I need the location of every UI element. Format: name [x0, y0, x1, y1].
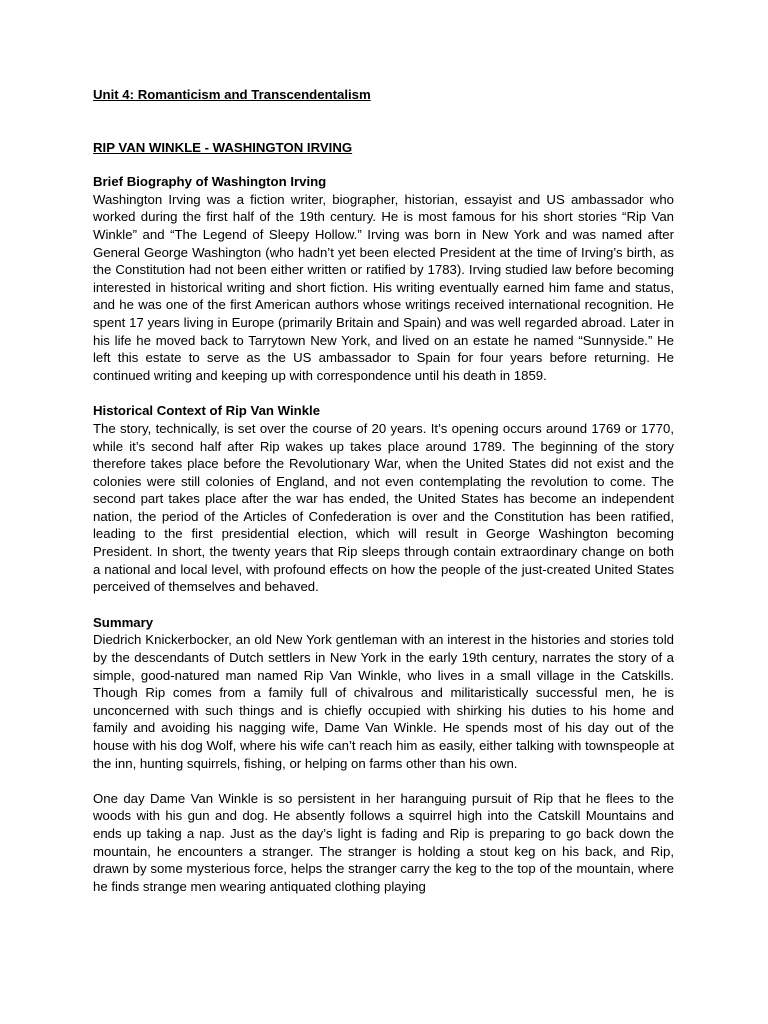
unit-title: Unit 4: Romanticism and Transcendentalism	[93, 87, 371, 102]
section-biography	[93, 173, 674, 384]
document-title: RIP VAN WINKLE - WASHINGTON IRVING	[93, 139, 353, 155]
section-summary	[93, 614, 674, 896]
paragraph: One day Dame Van Winkle is so persistent in her haranguing pursuit of Rip that he flees to the woods with his gun and dog. He absently follows a squirrel high into the Catskill Mountains and ends up taking a nap. Just as the day’s light is fading and Rip is preparing to go back down the mountain, he encounters a stranger. The stranger is holding a stout keg on his back, and Rip, drawn by some mysterious force, helps the stranger carry the keg to the top of the mountain, where he finds strange men wearing antiquated clothing playing	[93, 790, 674, 894]
document-body	[93, 86, 674, 895]
section-heading: Historical Context of Rip Van Winkle	[93, 403, 321, 419]
paragraph: Diedrich Knickerbocker, an old New York gentleman with an interest in the histories and stories told by the descendants of Dutch settlers in New York in the early 19th century, narrates the story of a simple, good-natured man named Rip Van Winkle, who lives in a small village in the Catskills. Though Rip comes from a family full of chivalrous and militaristically successful men, he is unconcerned with such things and is chiefly occupied with shirking his duties to his home and family and avoiding his nagging wife, Dame Van Winkle. He spends most of his day out of the house with his dog Wolf, where his wife can’t reach him as easily, either talking with townspeople at the inn, hunting squirrels, fishing, or helping on farms other than his own.	[93, 632, 674, 771]
section-heading: Brief Biography of Washington Irving	[93, 174, 327, 190]
section-heading: Summary	[93, 614, 154, 630]
paragraph: Washington Irving was a fiction writer, biographer, historian, essayist and US ambassador who worked during the first half of the 19th century. He is most famous for his short stories “Rip Van Winkle” and “The Legend of Sleepy Hollow.” Irving was born in New York and was named after General George Washington (who hadn’t yet been elected President at the time of Irving’s birth, as the Constitution had not been either written or ratified by 1783). Irving studied law before becoming interested in historical writing and short fiction. His writing eventually earned him fame and status, and he was one of the first American authors whose writings received international recognition. He spent 17 years living in Europe (primarily Britain and Spain) and was well regarded abroad. Later in his life he moved back to Tarrytown New York, and lived on an estate he named “Sunnyside.” He left this estate to serve as the US ambassador to Spain for four years before returning. He continued writing and keeping up with correspondence until his death in 1859.	[93, 191, 674, 383]
paragraph: The story, technically, is set over the course of 20 years. It’s opening occurs around 1769 or 1770, while it’s second half after Rip wakes up takes place around 1789. The beginning of the story therefore takes place before the Revolutionary War, when the United States did not exist and the colonies were still colonies of England, and not even contemplating the revolution to come. The second part takes place after the war has ended, the United States has become an independent nation, the period of the Articles of Confederation is over and the Constitution has been ratified, leading to the first presidential election, which will result in George Washington becoming President. In short, the twenty years that Rip sleeps through contain extraordinary change on both a national and local level, with profound effects on how the people of the just-created United States perceived of themselves and behaved.	[93, 420, 674, 595]
section-historical-context	[93, 402, 674, 596]
